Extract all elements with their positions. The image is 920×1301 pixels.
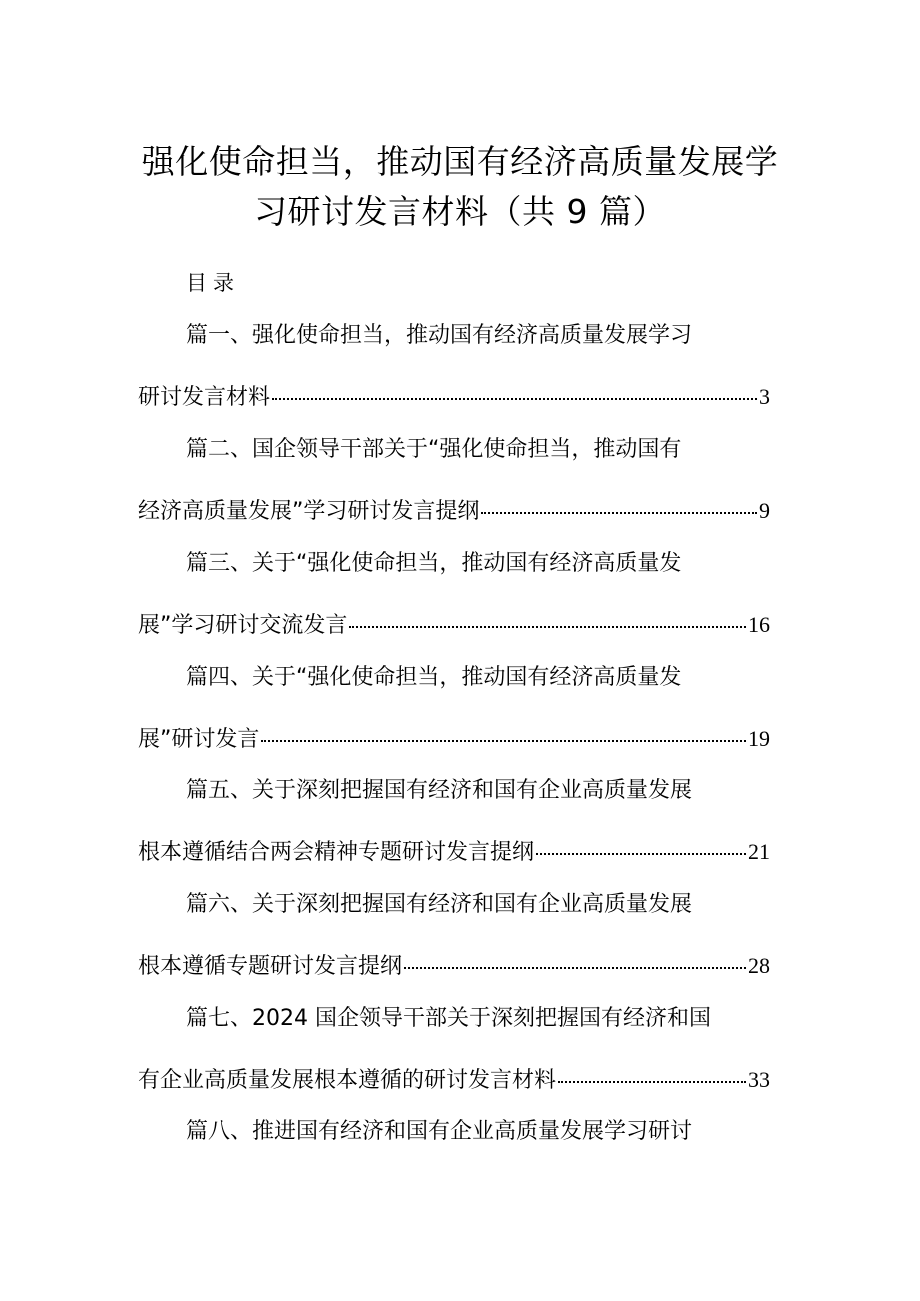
toc-entry-title-continued: 展”学习研讨交流发言	[138, 613, 348, 638]
toc-leader-dots	[404, 945, 746, 973]
toc-entry-title: 篇六、关于深刻把握国有经济和国有企业高质量发展	[186, 892, 693, 917]
toc-page-number: 16	[748, 612, 770, 637]
toc-page-number: 28	[748, 953, 770, 978]
toc-leader-dots	[536, 831, 746, 859]
toc-entry-title-continued: 展”研讨发言	[138, 727, 260, 752]
toc-entry-title: 篇八、推进国有经济和国有企业高质量发展学习研讨	[186, 1119, 693, 1144]
toc-entry-title-continued: 根本遵循结合两会精神专题研讨发言提纲	[138, 840, 535, 865]
toc-entry-title-continued: 经济高质量发展”学习研讨发言提纲	[138, 499, 480, 524]
toc-leader-dots	[558, 1059, 746, 1087]
toc-entry-title: 篇三、关于“强化使命担当，推动国有经济高质量发	[186, 551, 682, 576]
toc-leader-dots	[261, 718, 746, 746]
toc-leader-dots	[349, 604, 746, 632]
toc-entry-title: 篇二、国企领导干部关于“强化使命担当，推动国有	[186, 437, 682, 462]
document-title-line1: 强化使命担当，推动国有经济高质量发展学	[141, 142, 779, 181]
toc-page-number: 9	[759, 498, 770, 523]
toc-page-number: 3	[759, 384, 770, 409]
document-title-line2: 习研讨发言材料（共 9 篇）	[254, 192, 666, 231]
toc-entry-title: 篇四、关于“强化使命担当，推动国有经济高质量发	[186, 665, 682, 690]
toc-page-number: 21	[748, 839, 770, 864]
toc-page-number: 19	[748, 726, 770, 751]
toc-entry-title: 篇七、2024 国企领导干部关于深刻把握国有经济和国	[186, 1006, 711, 1031]
toc-entry-title-continued: 根本遵循专题研讨发言提纲	[138, 954, 403, 979]
toc-entry-title: 篇一、强化使命担当，推动国有经济高质量发展学习	[186, 323, 693, 348]
toc-leader-dots	[272, 376, 757, 404]
toc-leader-dots	[481, 490, 757, 518]
toc-heading: 目录	[186, 271, 240, 295]
toc-entry-title-continued: 研讨发言材料	[138, 385, 271, 410]
toc-entry-title-continued: 有企业高质量发展根本遵循的研讨发言材料	[138, 1068, 557, 1093]
toc-entry-title: 篇五、关于深刻把握国有经济和国有企业高质量发展	[186, 778, 693, 803]
toc-page-number: 33	[748, 1067, 770, 1092]
